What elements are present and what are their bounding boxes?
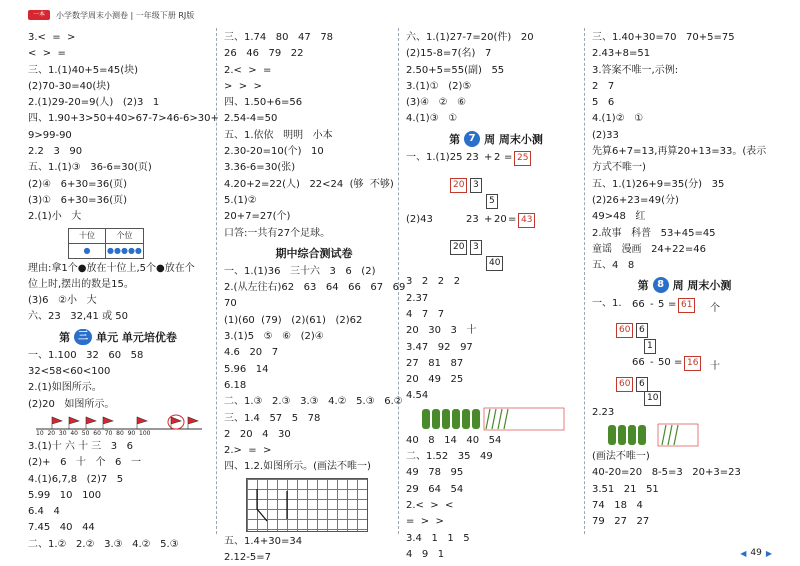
- answer-line: (画法不唯一): [592, 451, 650, 463]
- answer-line: (3)④ ② ⑥: [406, 97, 467, 109]
- answer-line: 一、1.100 32 60 58: [28, 349, 144, 361]
- answer-line: 四、1.90+3>50+40>67-7>46-6>30+: [28, 113, 219, 125]
- answer-line: 79 27 27: [592, 516, 650, 528]
- answer-line: 4.(1)② ①: [592, 113, 644, 125]
- answer-line: 二、1.② 2.② 3.③ 4.② 5.③: [28, 538, 179, 550]
- answer-line: 先算6+7=13,再算20+13=33。(表示: [592, 146, 767, 158]
- answer-line: 4.(1)③ ①: [406, 113, 458, 125]
- answer-line: 2.30-20=10(个) 10: [224, 146, 324, 158]
- decomposition-tree: 66 - 5 = 61 个 60 6 1: [620, 313, 777, 359]
- answer-line: 2.(1)如图所示。: [28, 382, 102, 394]
- week-badge: 8: [653, 277, 669, 293]
- answer-line: 4.(1)6,7,8 (2)7 5: [28, 473, 124, 485]
- week8-title: 第 8 周 周末小测: [637, 279, 732, 293]
- answer-line: 2.23: [592, 406, 615, 418]
- answer-line: 童谣 漫画 24+22=46: [592, 243, 707, 255]
- column-1: [28, 30, 219, 553]
- midterm-title: 期中综合测试卷: [275, 246, 353, 260]
- answer-line: 3.(1)5 ⑤ ⑥ (2)④: [224, 331, 324, 343]
- answer-line: 2.37: [406, 292, 429, 304]
- answer-line: 3 2 2 2: [406, 276, 461, 288]
- answer-line: 3.47 92 97: [406, 341, 473, 353]
- page-number: 49: [750, 548, 762, 558]
- answer-line: (2)26+23=49(分): [592, 194, 679, 206]
- answer-line: 2 7: [592, 80, 615, 92]
- unit-badge: 三: [74, 329, 92, 345]
- answer-line: 口答:一共有27个足球。: [224, 227, 331, 239]
- answer-line: 位上时,摆出的数是15。: [28, 278, 134, 290]
- answer-line: 3.答案不唯一,示例:: [592, 64, 679, 76]
- unit-title: 第 三 单元 单元培优卷: [59, 330, 177, 344]
- answer-line: 26 46 79 22: [224, 48, 304, 60]
- decomposition-tree: 23 + 20 = 43 20 3 40: [434, 228, 586, 274]
- answer-line: 六、23 32,41 或 50: [28, 311, 128, 323]
- answer-line: 32<58<60<100: [28, 366, 111, 378]
- answer-line: 3.36-6=30(张): [224, 162, 296, 174]
- answer-line: 理由:拿1个●放在十位上,5个●放在个: [28, 262, 195, 274]
- answer-line: (2)20 如图所示。: [28, 398, 115, 410]
- answer-line: 5.(1)②: [224, 194, 257, 206]
- answer-line: 3.4 1 1 5: [406, 532, 470, 544]
- answer-line: (3)① 6+30=36(页): [28, 194, 128, 206]
- flag-number-line: [34, 413, 208, 439]
- page-header: [28, 8, 194, 22]
- week-badge: 7: [464, 131, 480, 147]
- ruler-ticks: 10 20 30 40 50 60 70 80 90 100: [36, 429, 151, 437]
- eq-line: 一、1.(1)25: [406, 151, 463, 163]
- column-4: [592, 30, 777, 531]
- header-title: 小学数学周末小测卷 | 一年级下册 RJ版: [56, 10, 195, 20]
- answer-line: 二、1.③ 2.③ 3.③ 4.② 5.③ 6.②: [224, 396, 403, 408]
- tens-header: 十位: [69, 228, 106, 243]
- answer-line: 2.2 3 90: [28, 146, 83, 158]
- answer-line: (2)④ 6+30=36(页): [28, 178, 128, 190]
- answer-line: 5 6: [592, 97, 615, 109]
- sticks-svg: [420, 407, 570, 431]
- answer-line: 27 81 87: [406, 357, 464, 369]
- answer-line: 20 30 3 十: [406, 325, 477, 337]
- answer-line: 20 49 25: [406, 374, 464, 386]
- answer-line: 三、1.74 80 47 78: [224, 32, 334, 43]
- answer-line: (2)70-30=40(块): [28, 80, 111, 92]
- stick-bundles: [420, 407, 586, 431]
- brand-logo: 一本: [28, 10, 50, 20]
- answer-line: 3.51 21 51: [592, 483, 659, 495]
- answer-line: 6.18: [224, 379, 247, 391]
- answer-line: 2.(从左往右)62 63 64 66 67 69: [224, 282, 406, 294]
- answer-line: > > >: [224, 80, 262, 92]
- answer-line: 2 20 4 30: [224, 428, 291, 440]
- week7-title: 第 7 周 周末小测: [449, 132, 543, 146]
- answer-line: 三、1.4 57 5 78: [224, 412, 321, 424]
- answer-line: 四、1.50+6=56: [224, 97, 303, 109]
- answer-line: 五、1.4+30=34: [224, 535, 303, 547]
- decomposition-tree: 23 + 2 = 25 20 3 5: [434, 166, 586, 212]
- answer-line: 40-20=20 8-5=3 20+3=23: [592, 467, 741, 479]
- sticks-svg: [606, 423, 756, 447]
- answer-line: 4.20+2=22(人) 22<24 (够 不够): [224, 178, 394, 190]
- answer-line: 一、1.(1)36 三十六 3 6 (2): [224, 265, 376, 277]
- answer-line: 2.故事 科普 53+45=45: [592, 227, 716, 239]
- answer-line: 5.99 10 100: [28, 489, 102, 501]
- prev-arrow-icon: ◀: [740, 548, 747, 558]
- answer-line: 2.50+5=55(副) 55: [406, 64, 505, 76]
- answer-line: 49>48 红: [592, 211, 646, 223]
- answer-line: 20+7=27(个): [224, 211, 291, 223]
- answer-line: 五、1.依依 明明 小本: [224, 129, 333, 141]
- answer-line: 六、1.(1)27-7=20(件) 20: [406, 32, 534, 43]
- drawing-grid: [246, 478, 368, 532]
- answer-line: 40 8 14 40 54: [406, 434, 502, 446]
- decomposition-tree: 66 - 50 = 16 十 60 6 10: [620, 359, 777, 405]
- answer-line: 4.54: [406, 390, 429, 402]
- answer-line: 3.< = >: [28, 32, 76, 43]
- eq-line: 一、1.: [592, 298, 622, 310]
- next-arrow-icon: ▶: [765, 548, 772, 558]
- answer-line: 2.12-5=7: [224, 552, 271, 564]
- answer-line: 5.96 14: [224, 363, 269, 375]
- answer-line: 五、4 8: [592, 260, 635, 272]
- answer-line: 3.(1)① (2)⑤: [406, 80, 472, 92]
- answer-line: = > >: [406, 516, 444, 528]
- answer-line: 7.45 40 44: [28, 522, 95, 534]
- answer-line: 4 7 7: [406, 308, 445, 320]
- answer-line: 2.> = >: [224, 445, 272, 457]
- answer-line: 9>99-90: [28, 129, 72, 141]
- answer-line: (2)33: [592, 129, 619, 141]
- ones-cell: ●●●●●: [106, 243, 144, 258]
- answer-line: 三、1.40+30=70 70+5=75: [592, 32, 735, 43]
- answer-line: 29 64 54: [406, 483, 464, 495]
- answer-line: 五、1.(1)26+9=35(分) 35: [592, 178, 725, 190]
- answer-line: 49 78 95: [406, 467, 464, 479]
- column-3: [406, 30, 586, 563]
- answer-line: 2.(1)小 大: [28, 211, 82, 223]
- answer-line: 3.(1)十 六 十 三 3 6: [28, 440, 134, 452]
- answer-line: 2.54-4=50: [224, 113, 278, 125]
- answer-line: 4 9 1: [406, 548, 445, 560]
- stick-bundles: [606, 423, 777, 447]
- answer-line: 2.< > <: [406, 499, 454, 511]
- answer-line: 五、1.(1)③ 36-6=30(页): [28, 162, 152, 174]
- answer-line: 2.(1)29-20=9(人) (2)3 1: [28, 97, 160, 109]
- answer-line: < > =: [28, 48, 66, 60]
- answer-line: (2)15-8=7(名) 7: [406, 48, 492, 60]
- answer-line: 2.< > =: [224, 64, 272, 76]
- answer-line: 二、1.52 35 49: [406, 451, 493, 463]
- answer-line: 6.4 4: [28, 506, 60, 518]
- answer-line: (2)+ 6 十 个 6 一: [28, 457, 141, 469]
- answer-line: 四、1.2.如图所示。(画法不唯一): [224, 461, 371, 473]
- eq-line: (2)43: [406, 214, 433, 226]
- place-value-table: [68, 228, 144, 259]
- tens-cell: ●: [69, 243, 106, 258]
- column-divider: [216, 28, 217, 534]
- answer-line: 4.6 20 7: [224, 347, 279, 359]
- ones-header: 个位: [106, 228, 144, 243]
- answer-line: (1)(60 (79) (2)(61) (2)62: [224, 314, 363, 326]
- column-2: [224, 30, 404, 566]
- answer-line: 2.43+8=51: [592, 48, 651, 60]
- grid-drawing: [247, 479, 367, 531]
- page-footer: [740, 548, 772, 558]
- answer-line: (3)6 ②小 大: [28, 295, 97, 307]
- answer-line: 方式不唯一): [592, 162, 646, 174]
- answer-line: 74 18 4: [592, 499, 643, 511]
- answer-line: 70: [224, 298, 237, 310]
- answer-line: 三、1.(1)40+5=45(块): [28, 64, 139, 76]
